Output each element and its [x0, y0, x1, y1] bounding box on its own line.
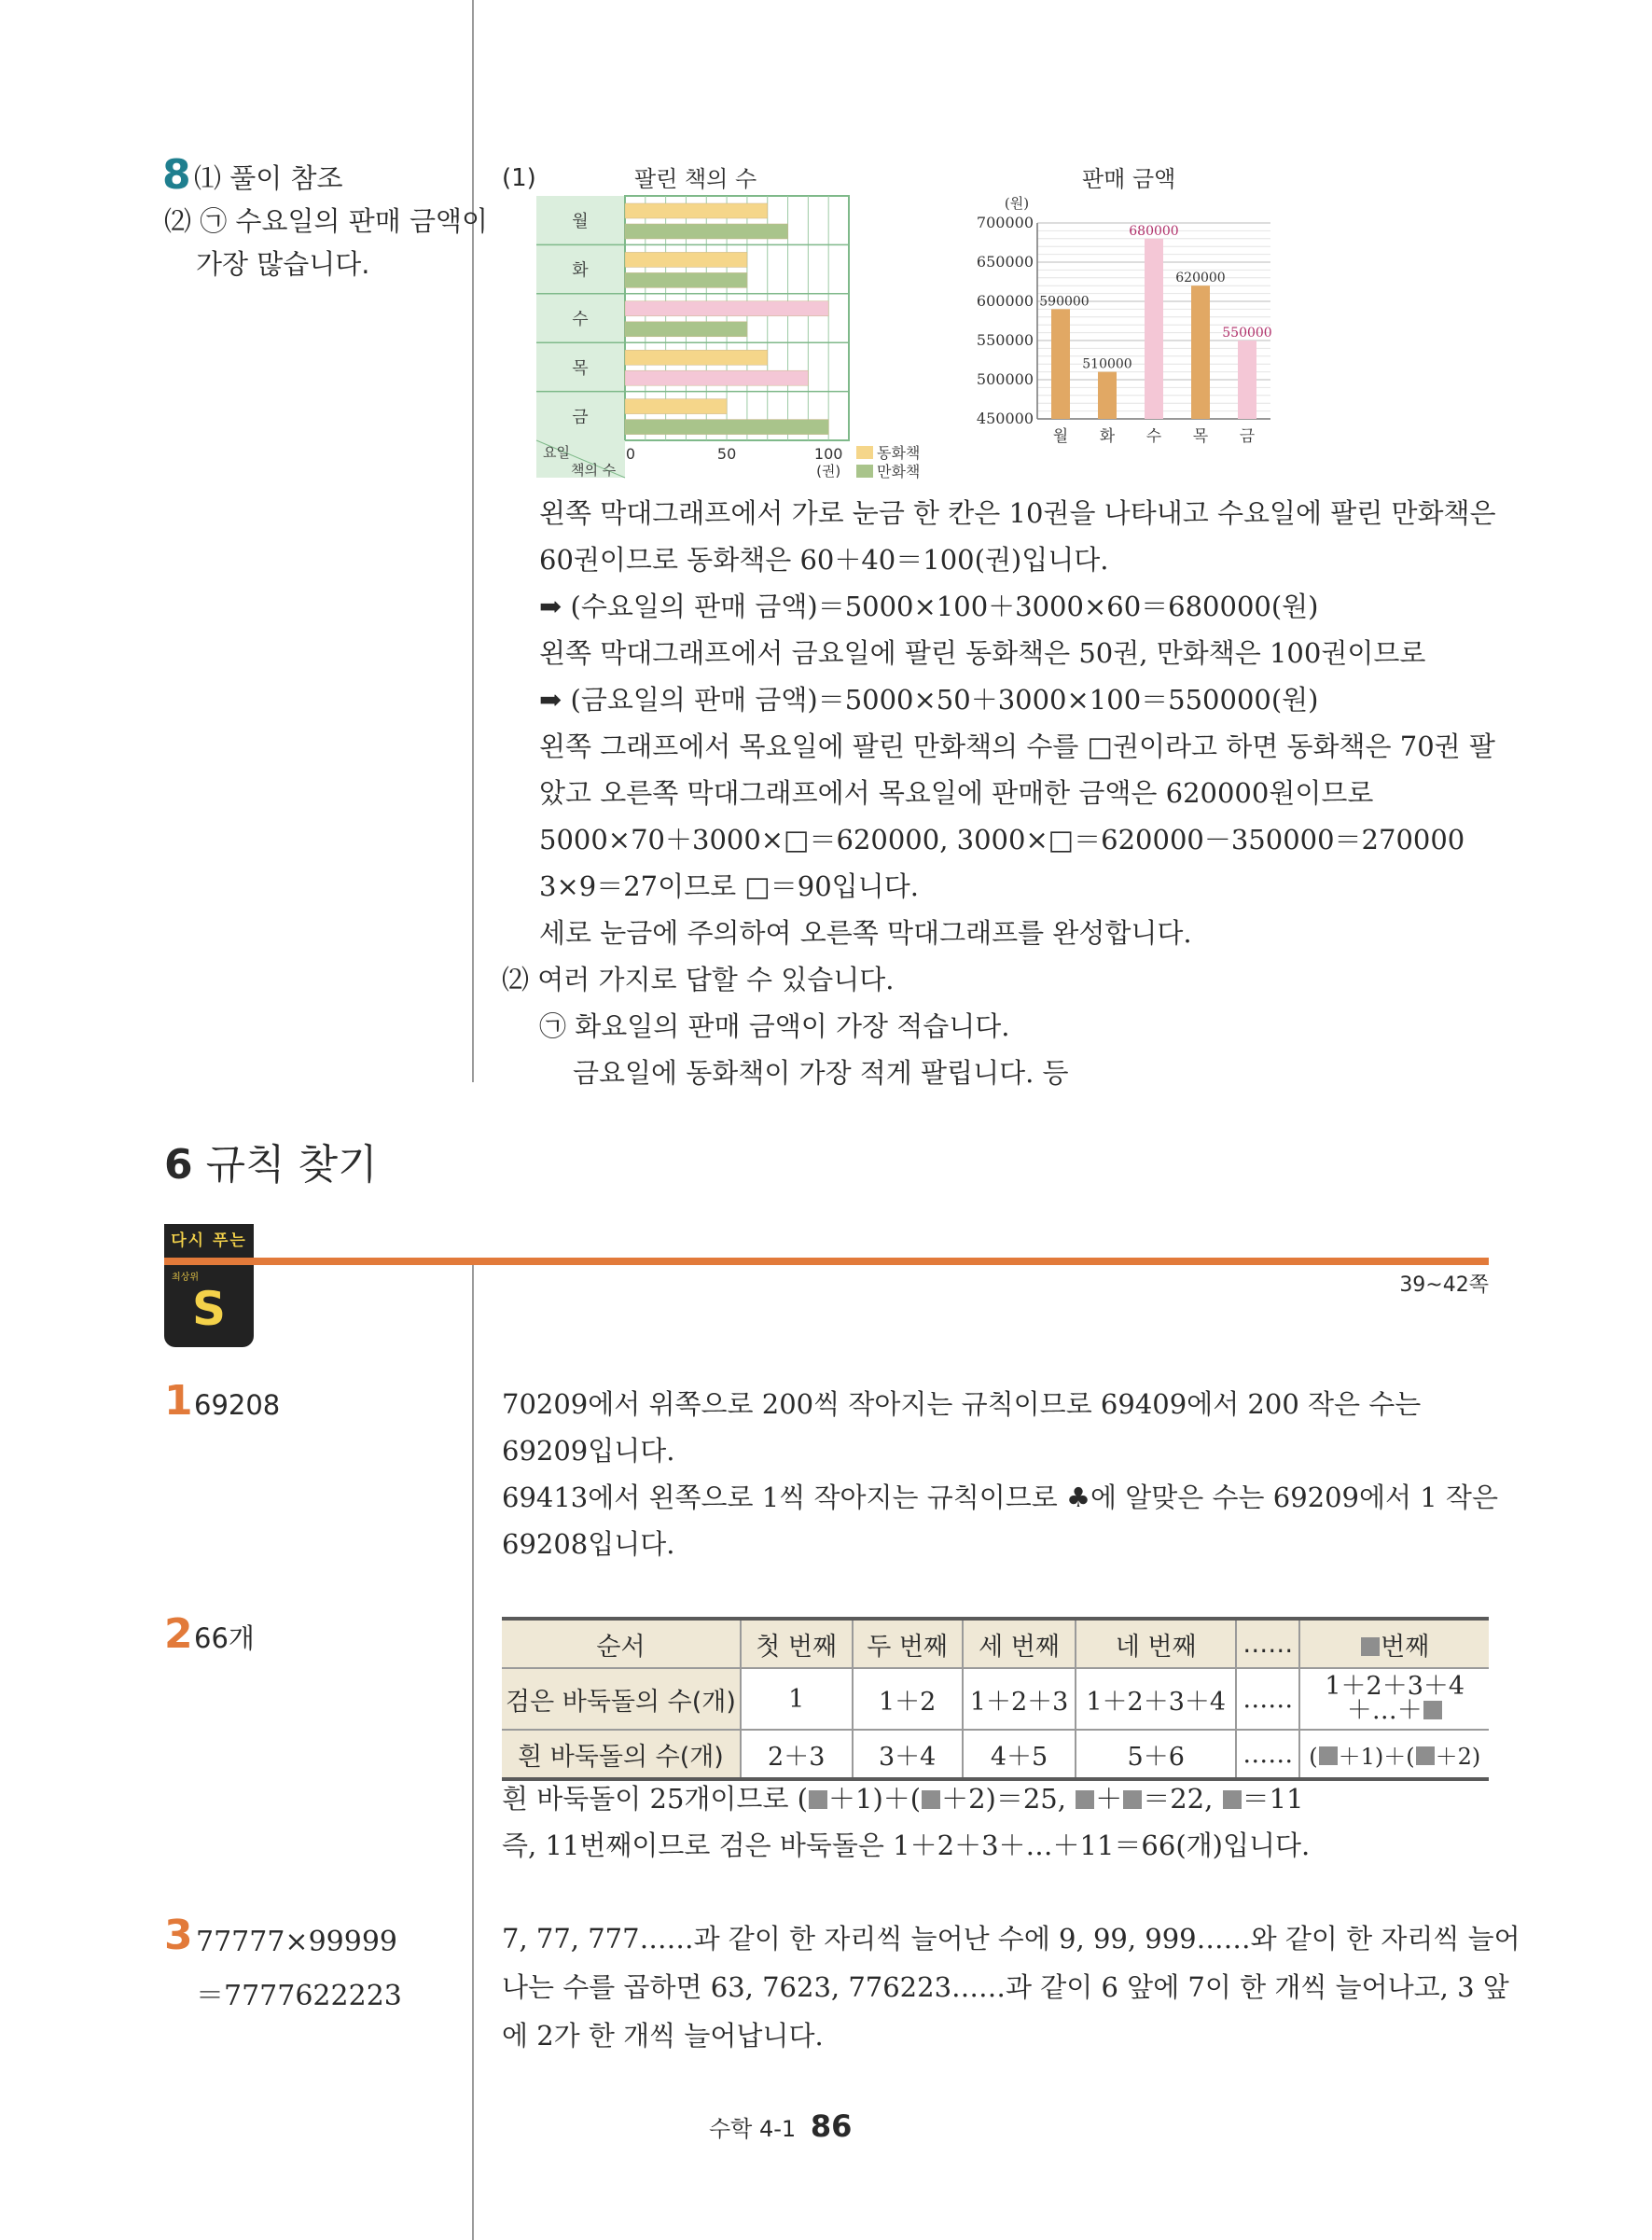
q3-sol-line: 나는 수를 곱하면 63, 7623, 776223……과 같이 6 앞에 7이 한 개씩 늘어나고, 3 앞	[502, 1971, 1509, 2003]
gray-square-icon	[809, 1790, 827, 1809]
q8-sol-line: ➡ (수요일의 판매 금액)＝5000×100＋3000×60＝680000(원)	[539, 591, 1319, 622]
bar	[1098, 372, 1117, 419]
footer-page-number: 86	[810, 2108, 853, 2144]
legend-label: 만화책	[877, 463, 921, 480]
data-label: 550000	[1222, 326, 1272, 341]
col-header-label: 책의 수	[571, 462, 617, 479]
bar	[625, 224, 788, 239]
table-header-cell: 네 번째	[1076, 1619, 1236, 1668]
bar	[625, 252, 747, 267]
q8-sol-line: 왼쪽 막대그래프에서 금요일에 팔린 동화책은 50권, 만화책은 100권이므로	[539, 637, 1426, 669]
q3-sol-line: 에 2가 한 개씩 늘어납니다.	[502, 2020, 824, 2052]
bar	[1191, 285, 1210, 419]
category-label: 화	[572, 260, 589, 281]
nth-black-text: ＋…＋	[1346, 1696, 1423, 1725]
gray-square-icon	[922, 1790, 940, 1809]
bar	[1238, 341, 1256, 419]
logo-letter: S	[191, 1282, 226, 1336]
section-heading	[164, 1131, 378, 1190]
y-tick-label: 500000	[976, 370, 1034, 388]
category-label: 월	[572, 212, 589, 232]
bar	[625, 350, 768, 365]
x-tick-label: 50	[716, 445, 737, 463]
q1-solution	[502, 1381, 1498, 1567]
sequence-table	[502, 1617, 1489, 1781]
chart-books-sold	[532, 191, 942, 485]
table-header-cell-nth	[1299, 1619, 1489, 1668]
q8-answer-cont	[164, 200, 488, 285]
q8-sol-line: ㉠ 화요일의 판매 금액이 가장 적습니다.	[539, 1010, 1010, 1042]
bar	[625, 301, 828, 316]
legend-swatch	[856, 446, 873, 459]
q8-sol-line: 왼쪽 그래프에서 목요일에 팔린 만화책의 수를 □권이라고 하면 동화책은 70권 팔	[539, 730, 1495, 762]
y-tick-label: 550000	[976, 331, 1034, 349]
chart2-title: 판매 금액	[1082, 166, 1176, 192]
q2-solution	[502, 1775, 1491, 1869]
data-label: 590000	[1039, 294, 1090, 310]
nth-white-part: ＋1)＋(	[1338, 1743, 1415, 1770]
q8-sol-line: 왼쪽 막대그래프에서 가로 눈금 한 칸은 10권을 나타내고 수요일에 팔린 만화책은	[539, 497, 1496, 529]
table-row	[502, 1730, 1489, 1779]
q8-sol-line: 금요일에 동화책이 가장 적게 팔립니다. 등	[573, 1057, 1069, 1089]
q8-answer	[194, 157, 343, 200]
q3-answer-line1: 77777×99999	[196, 1926, 398, 1958]
data-label: 510000	[1082, 356, 1132, 372]
table-cell: 1＋2	[853, 1668, 963, 1730]
bar	[625, 370, 808, 385]
section-title: 규칙 찾기	[205, 1141, 378, 1189]
logo-icon	[164, 1265, 254, 1347]
logo-small-text: 최상위	[172, 1273, 199, 1283]
gray-square-icon	[1423, 1701, 1442, 1719]
bar	[625, 272, 747, 287]
bar	[1145, 239, 1163, 419]
q8-sol-line: ➡ (금요일의 판매 금액)＝5000×50＋3000×100＝550000(원)	[539, 684, 1319, 716]
q8-sol-line: 세로 눈금에 주의하여 오른쪽 막대그래프를 완성합니다.	[539, 917, 1192, 949]
badge-label: 다시 푸는	[164, 1224, 254, 1258]
q8-answer-line3: 가장 많습니다.	[196, 248, 370, 280]
table-cell: 1＋2＋3＋4	[1076, 1668, 1236, 1730]
q1-sol-line: 69208입니다.	[502, 1528, 675, 1560]
footer-subject: 수학 4-1	[709, 2116, 797, 2142]
category-label: 목	[572, 358, 589, 379]
q2-text: ＋1)＋(	[828, 1783, 922, 1815]
gray-square-icon	[1319, 1746, 1338, 1765]
table-header-cell: 순서	[502, 1619, 741, 1668]
y-tick-label: 450000	[976, 410, 1034, 427]
gray-square-icon	[1416, 1746, 1435, 1765]
q8-sol-line: 5000×70＋3000×□＝620000, 3000×□＝620000－350000＝270000	[539, 824, 1465, 856]
q2-sol-line2: 즉, 11번째이므로 검은 바둑돌은 1＋2＋3＋…＋11＝66(개)입니다.	[502, 1830, 1311, 1861]
table-cell: 5＋6	[1076, 1730, 1236, 1779]
row-header: 흰 바둑돌의 수(개)	[502, 1730, 741, 1779]
q2-text: 흰 바둑돌이 25개이므로 (	[502, 1783, 808, 1815]
legend-swatch	[856, 465, 873, 478]
y-tick-label: 650000	[976, 253, 1034, 271]
x-tick-label: 화	[1099, 427, 1116, 446]
orange-rule	[164, 1258, 1489, 1265]
q3-answer-line2: ＝7777622223	[196, 1980, 402, 2012]
nth-white-part: ＋2)	[1435, 1743, 1481, 1770]
table-header-cell: 세 번째	[963, 1619, 1076, 1668]
bar	[625, 399, 727, 414]
nth-white-part: (	[1309, 1743, 1318, 1770]
page-range: 39~42쪽	[1399, 1273, 1489, 1297]
x-tick-label: 100	[813, 445, 843, 463]
section-number: 6	[164, 1141, 193, 1189]
question-number-3: 3	[164, 1912, 193, 1959]
x-tick-label: 수	[1145, 427, 1162, 446]
gray-square-icon	[1076, 1790, 1094, 1809]
table-cell: 4＋5	[963, 1730, 1076, 1779]
q8-solution	[502, 490, 1496, 1096]
q8-part1-label: (1)	[502, 164, 536, 192]
q8-sol-line: 3×9＝27이므로 □＝90입니다.	[539, 870, 919, 902]
q3-sol-line: 7, 77, 777……과 같이 한 자리씩 늘어난 수에 9, 99, 999……와 같이 한 자리씩 늘어	[502, 1923, 1520, 1955]
data-label: 680000	[1129, 223, 1179, 239]
x-unit-label: (권)	[816, 463, 841, 480]
x-tick-label: 0	[625, 445, 636, 463]
table-cell: 2＋3	[741, 1730, 853, 1779]
table-cell-nth	[1299, 1668, 1489, 1730]
table-cell: ……	[1236, 1668, 1299, 1730]
bar	[625, 203, 768, 218]
question-number-1: 1	[164, 1377, 193, 1425]
row-header-label: 요일	[543, 444, 570, 461]
nth-label: 번째	[1381, 1632, 1430, 1662]
table-cell: 1	[741, 1668, 853, 1730]
q1-sol-line: 70209에서 위쪽으로 200씩 작아지는 규칙이므로 69409에서 200 작은 수는	[502, 1388, 1422, 1420]
q2-answer: 66개	[194, 1622, 255, 1654]
table-cell: ……	[1236, 1730, 1299, 1779]
data-label: 620000	[1175, 271, 1226, 286]
y-tick-label: 700000	[976, 214, 1034, 231]
page-footer	[709, 2108, 852, 2144]
x-tick-label: 월	[1052, 427, 1069, 446]
q8-answer-line2: ⑵ ㉠ 수요일의 판매 금액이	[164, 205, 488, 237]
bar	[625, 322, 747, 337]
gray-square-icon	[1361, 1637, 1380, 1656]
q2-text: ＋	[1095, 1783, 1123, 1815]
table-cell: 3＋4	[853, 1730, 963, 1779]
category-label: 금	[572, 407, 589, 427]
q8-sol-line: 았고 오른쪽 막대그래프에서 목요일에 판매한 금액은 620000원이므로	[539, 777, 1374, 809]
q1-sol-line: 69209입니다.	[502, 1435, 675, 1467]
nth-black-line1: 1＋2＋3＋4	[1325, 1672, 1465, 1701]
q3-solution	[502, 1914, 1520, 2060]
bar	[625, 420, 828, 435]
gray-square-icon	[1223, 1790, 1242, 1809]
table-header-cell: 두 번째	[853, 1619, 963, 1668]
category-label: 수	[572, 310, 589, 329]
q2-text: ＝22,	[1143, 1783, 1222, 1815]
chart1-title: 팔린 책의 수	[634, 166, 757, 192]
q3-answer	[196, 1915, 402, 2024]
table-cell-nth	[1299, 1730, 1489, 1779]
table-header-cell: 첫 번째	[741, 1619, 853, 1668]
table-header-row	[502, 1619, 1489, 1668]
q2-text: ＋2)＝25,	[941, 1783, 1076, 1815]
gray-square-icon	[1123, 1790, 1142, 1809]
legend-label: 동화책	[877, 444, 921, 462]
y-tick-label: 600000	[976, 292, 1034, 310]
bar	[1051, 309, 1070, 419]
table-row	[502, 1668, 1489, 1730]
column-divider-bottom	[472, 1265, 474, 2240]
x-tick-label: 금	[1239, 427, 1256, 446]
column-divider-top	[472, 0, 474, 1082]
x-tick-label: 목	[1192, 427, 1209, 446]
q2-text: ＝11	[1242, 1783, 1304, 1815]
table-header-cell: ……	[1236, 1619, 1299, 1668]
q1-sol-line: 69413에서 왼쪽으로 1씩 작아지는 규칙이므로 ♣에 알맞은 수는 69209에서 1 작은	[502, 1482, 1498, 1513]
y-unit-label: (원)	[1004, 195, 1030, 212]
q8-sol-line: ⑵ 여러 가지로 답할 수 있습니다.	[502, 964, 895, 995]
q2-sol-line1	[502, 1775, 1491, 1822]
q8-answer-line1: ⑴ 풀이 참조	[194, 162, 343, 194]
table-cell: 1＋2＋3	[963, 1668, 1076, 1730]
question-number-8: 8	[162, 151, 191, 199]
q1-answer: 69208	[194, 1389, 281, 1421]
question-number-2: 2	[164, 1610, 193, 1658]
row-header: 검은 바둑돌의 수(개)	[502, 1668, 741, 1730]
chart-sales-amount	[961, 191, 1297, 462]
nth-black-line2	[1304, 1696, 1485, 1725]
q8-sol-line: 60권이므로 동화책은 60＋40＝100(권)입니다.	[539, 544, 1109, 576]
